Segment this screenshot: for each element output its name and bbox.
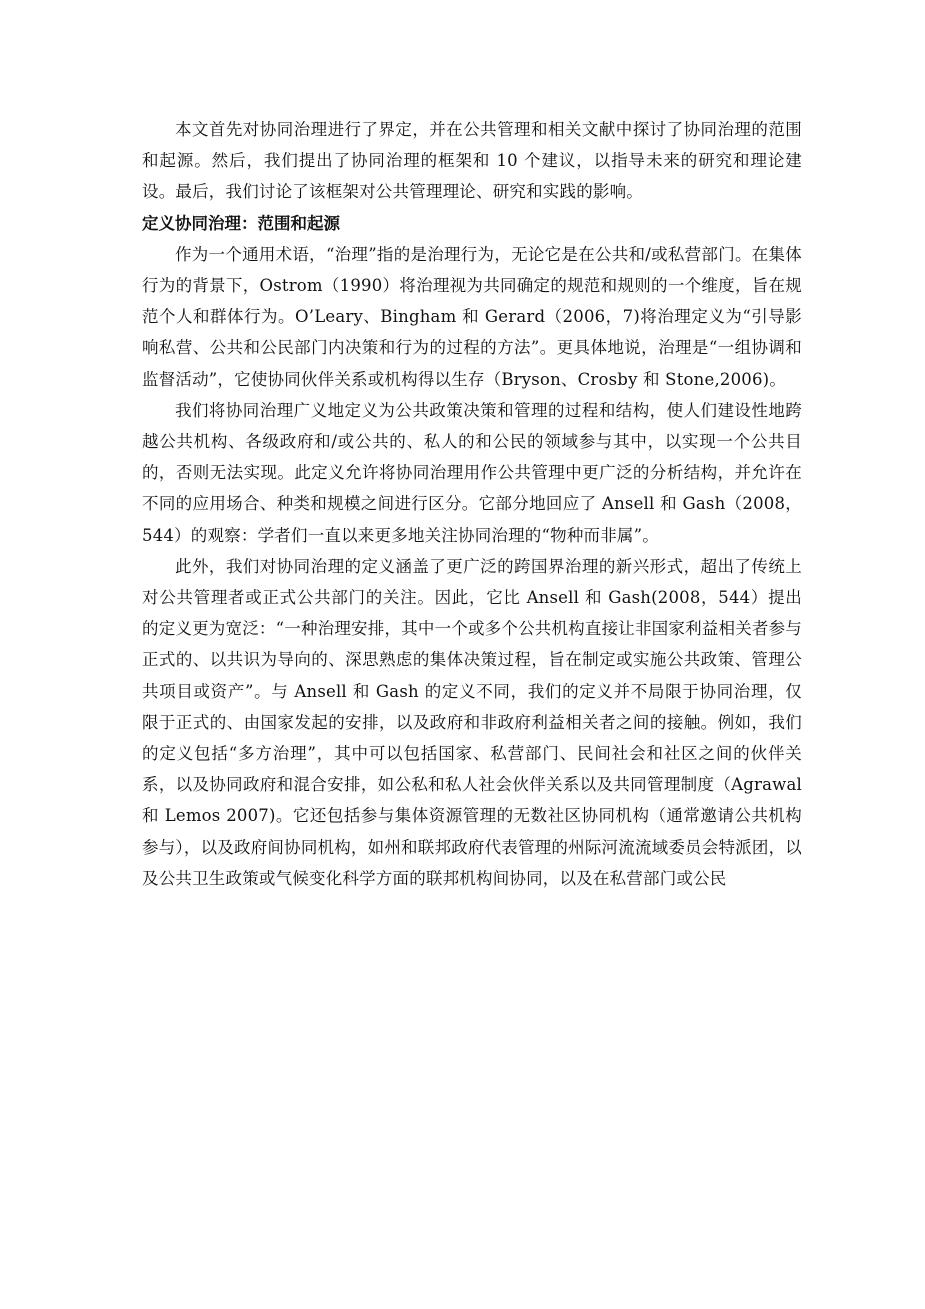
document-body <box>142 114 802 894</box>
intro-paragraph: 本文首先对协同治理进行了界定，并在公共管理和相关文献中探讨了协同治理的范围和起源。然后，我们提出了协同治理的框架和 10 个建议，以指导未来的研究和理论建设。最后，我们讨论了该框架对公共管理理论、研究和实践的影响。 <box>142 120 802 202</box>
body-paragraph-governance-term: 作为一个通用术语，“治理”指的是治理行为，无论它是在公共和/或私营部门。在集体行为的背景下，Ostrom（1990）将治理视为共同确定的规范和规则的一个维度，旨在规范个人和群体行为。O’Leary、Bingham 和 Gerard（2006，7)将治理定义为“引导影响私营、公共和公民部门内决策和行为的过程的方法”。更具体地说，治理是“一组协调和监督活动”，它使协同伙伴关系或机构得以生存（Bryson、Crosby 和 Stone,2006)。 <box>142 244 802 389</box>
body-paragraph-definition: 我们将协同治理广义地定义为公共政策决策和管理的过程和结构，使人们建设性地跨越公共机构、各级政府和/或公共的、私人的和公民的领域参与其中，以实现一个公共目的，否则无法实现。此定义允许将协同治理用作公共管理中更广泛的分析结构，并允许在不同的应用场合、种类和规模之间进行区分。它部分地回应了 Ansell 和 Gash（2008，544）的观察：学者们一直以来更多地关注协同治理的“物种而非属”。 <box>142 400 802 545</box>
section-heading: 定义协同治理：范围和起源 <box>142 213 340 233</box>
body-paragraph-scope: 此外，我们对协同治理的定义涵盖了更广泛的跨国界治理的新兴形式，超出了传统上对公共管理者或正式公共部门的关注。因此，它比 Ansell 和 Gash(2008，544）提出的定义更为宽泛：“一种治理安排，其中一个或多个公共机构直接让非国家利益相关者参与正式的、以共识为导向的、深思熟虑的集体决策过程，旨在制定或实施公共政策、管理公共项目或资产”。与 Ansell 和 Gash 的定义不同，我们的定义并不局限于协同治理，仅限于正式的、由国家发起的安排，以及政府和非政府利益相关者之间的接触。例如，我们的定义包括“多方治理”，其中可以包括国家、私营部门、民间社会和社区之间的伙伴关系，以及协同政府和混合安排，如公私和私人社会伙伴关系以及共同管理制度（Agrawal 和 Lemos 2007)。它还包括参与集体资源管理的无数社区协同机构（通常邀请公共机构参与），以及政府间协同机构，如州和联邦政府代表管理的州际河流流域委员会特派团，以及公共卫生政策或气候变化科学方面的联邦机构间协同，以及在私营部门或公民 <box>142 556 802 888</box>
